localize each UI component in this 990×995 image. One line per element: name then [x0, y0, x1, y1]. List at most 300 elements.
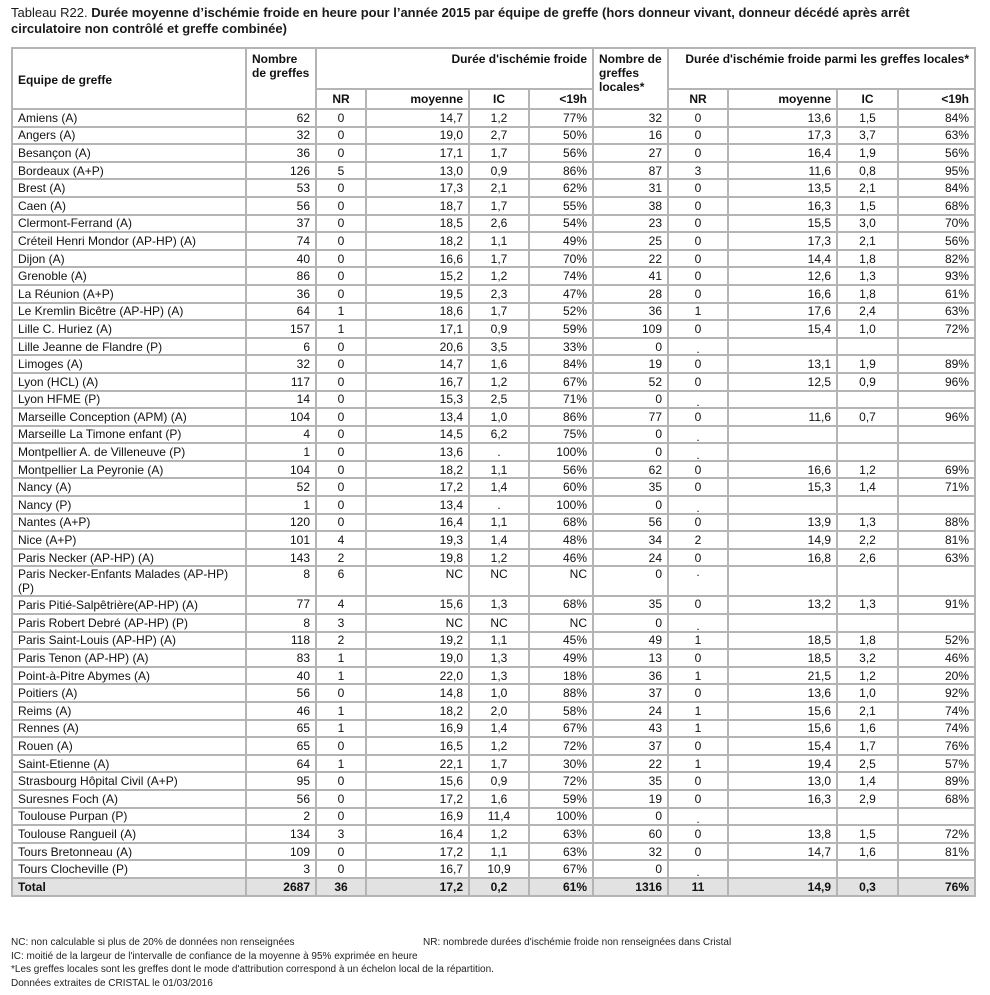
cell-ic-locales: 2,9	[837, 790, 898, 808]
table-row	[12, 755, 975, 773]
cell-ic: 1,7	[469, 755, 529, 773]
cell-ic-locales: 1,8	[837, 285, 898, 303]
cell-nombre-locales: 19	[593, 355, 668, 373]
table-row	[12, 320, 975, 338]
cell-ic: NC	[469, 614, 529, 632]
cell-ic: 1,4	[469, 478, 529, 496]
cell-ic-locales	[837, 808, 898, 826]
cell-nr-locales: .	[668, 496, 728, 514]
cell-lt19h-locales: 63%	[898, 303, 975, 321]
cell-moyenne: NC	[366, 566, 469, 596]
cell-nombre-locales: 22	[593, 755, 668, 773]
cell-lt19h: 30%	[529, 755, 593, 773]
cell-moyenne-locales: 15,6	[728, 702, 837, 720]
cell-lt19h: 46%	[529, 549, 593, 567]
cell-lt19h: 18%	[529, 667, 593, 685]
cell-equipe: Montpellier A. de Villeneuve (P)	[12, 443, 246, 461]
cell-nr: 0	[316, 267, 366, 285]
cell-nr-locales: 0	[668, 684, 728, 702]
cell-nr: 0	[316, 790, 366, 808]
cell-lt19h-locales: 81%	[898, 843, 975, 861]
cell-ic: 2,3	[469, 285, 529, 303]
cell-ic-locales	[837, 443, 898, 461]
cell-nr-locales: 1	[668, 720, 728, 738]
cell-moyenne: 20,6	[366, 338, 469, 356]
cell-equipe: Bordeaux (A+P)	[12, 162, 246, 180]
cell-moyenne-locales: 12,5	[728, 373, 837, 391]
cell-ic: 6,2	[469, 426, 529, 444]
table-row	[12, 514, 975, 532]
subheader-lt19h-locales: <19h	[898, 89, 975, 109]
cell-nr-locales: 0	[668, 355, 728, 373]
cell-nombre: 37	[246, 215, 316, 233]
table-row	[12, 285, 975, 303]
cell-equipe: Paris Robert Debré (AP-HP) (P)	[12, 614, 246, 632]
cell-nombre-locales: 31	[593, 179, 668, 197]
cell-lt19h-locales: 57%	[898, 755, 975, 773]
cell-nr-locales: 0	[668, 144, 728, 162]
cell-nr-locales: 0	[668, 320, 728, 338]
cell-lt19h-locales: 84%	[898, 109, 975, 127]
cell-equipe: Angers (A)	[12, 127, 246, 145]
cell-ic-locales: 2,5	[837, 755, 898, 773]
cell-ic-locales: 1,4	[837, 772, 898, 790]
cell-ic: 1,2	[469, 109, 529, 127]
cell-nombre-locales: 52	[593, 373, 668, 391]
cell-lt19h-locales: 56%	[898, 144, 975, 162]
table-body	[12, 109, 975, 896]
table-row	[12, 549, 975, 567]
cell-ic: 3,5	[469, 338, 529, 356]
cell-moyenne: 17,1	[366, 320, 469, 338]
cell-moyenne: 18,5	[366, 215, 469, 233]
subheader-lt19h: <19h	[529, 89, 593, 109]
cell-nr-locales: .	[668, 443, 728, 461]
cell-nombre: 53	[246, 179, 316, 197]
cell-nombre-locales: 49	[593, 632, 668, 650]
cell-nombre: 109	[246, 843, 316, 861]
cell-nombre-locales: 13	[593, 649, 668, 667]
cell-ic: 0,9	[469, 162, 529, 180]
cell-equipe: Nice (A+P)	[12, 531, 246, 549]
cell-nombre: 64	[246, 303, 316, 321]
cell-ic: .	[469, 496, 529, 514]
cell-lt19h-locales: 74%	[898, 720, 975, 738]
cell-moyenne: 22,0	[366, 667, 469, 685]
cell-nombre: 32	[246, 355, 316, 373]
cell-nombre: 40	[246, 667, 316, 685]
cell-nombre-locales: 0	[593, 443, 668, 461]
cell-moyenne-locales: 15,3	[728, 478, 837, 496]
table-row	[12, 215, 975, 233]
cell-moyenne-locales: 17,3	[728, 232, 837, 250]
cell-ic-locales: 1,7	[837, 737, 898, 755]
cell-lt19h: NC	[529, 566, 593, 596]
cell-nombre-locales: 0	[593, 426, 668, 444]
cell-equipe: Lyon (HCL) (A)	[12, 373, 246, 391]
cell-nr: 2	[316, 632, 366, 650]
cell-equipe: Tours Bretonneau (A)	[12, 843, 246, 861]
subheader-moyenne: moyenne	[366, 89, 469, 109]
cell-lt19h: 56%	[529, 461, 593, 479]
cell-lt19h-locales: 89%	[898, 355, 975, 373]
cell-lt19h-locales: 56%	[898, 232, 975, 250]
cell-equipe: Le Kremlin Bicêtre (AP-HP) (A)	[12, 303, 246, 321]
cell-ic: 11,4	[469, 808, 529, 826]
cell-nr-locales: 2	[668, 531, 728, 549]
cell-nr-locales: 0	[668, 596, 728, 614]
cell-moyenne-locales: 13,1	[728, 355, 837, 373]
table-row	[12, 373, 975, 391]
table-row	[12, 566, 975, 596]
cell-nombre: 4	[246, 426, 316, 444]
cell-nombre-locales: 35	[593, 596, 668, 614]
cell-nombre-locales: 0	[593, 808, 668, 826]
cell-lt19h: 47%	[529, 285, 593, 303]
subheader-moyenne-locales: moyenne	[728, 89, 837, 109]
cell-ic-locales: 1,5	[837, 109, 898, 127]
cell-ic-locales: 1,2	[837, 667, 898, 685]
cell-lt19h-locales: 61%	[898, 285, 975, 303]
cell-nombre: 56	[246, 197, 316, 215]
cell-nr-locales: 0	[668, 215, 728, 233]
cell-ic: 1,6	[469, 355, 529, 373]
table-row	[12, 772, 975, 790]
cell-nr: 0	[316, 109, 366, 127]
cell-nombre: 36	[246, 144, 316, 162]
cell-ic: 0,2	[469, 878, 529, 896]
cell-moyenne: 16,9	[366, 808, 469, 826]
cell-nr: 0	[316, 232, 366, 250]
cell-lt19h-locales	[898, 808, 975, 826]
cell-ic: 1,3	[469, 596, 529, 614]
cell-ic: 2,1	[469, 179, 529, 197]
cell-lt19h-locales	[898, 391, 975, 409]
cell-ic-locales: 1,9	[837, 355, 898, 373]
table-row	[12, 808, 975, 826]
cell-moyenne: 13,4	[366, 496, 469, 514]
footnote-nr: NR: nombrede durées d'ischémie froide non renseignées dans Cristal	[423, 937, 732, 948]
cell-moyenne-locales	[728, 426, 837, 444]
cell-equipe: Point-à-Pitre Abymes (A)	[12, 667, 246, 685]
table-row	[12, 478, 975, 496]
cell-nr: 0	[316, 496, 366, 514]
subheader-nr-locales: NR	[668, 89, 728, 109]
cell-nr: 0	[316, 373, 366, 391]
cell-nombre-locales: 62	[593, 461, 668, 479]
cell-equipe: Paris Necker (AP-HP) (A)	[12, 549, 246, 567]
cell-ic: 0,9	[469, 772, 529, 790]
cell-nombre: 118	[246, 632, 316, 650]
cell-moyenne: 19,8	[366, 549, 469, 567]
footnote-ic: IC: moitié de la largeur de l'intervalle de confiance de la moyenne à 95% exprimée en heure	[11, 950, 418, 962]
cell-nombre-locales: 60	[593, 825, 668, 843]
cell-nombre-locales: 0	[593, 391, 668, 409]
cell-lt19h-locales: 93%	[898, 267, 975, 285]
cell-lt19h: 100%	[529, 443, 593, 461]
cell-nr-locales: 0	[668, 478, 728, 496]
cell-nombre-locales: 0	[593, 614, 668, 632]
cell-nr-locales: 1	[668, 632, 728, 650]
table-row	[12, 127, 975, 145]
table-row	[12, 461, 975, 479]
cell-nombre: 52	[246, 478, 316, 496]
cell-lt19h: 59%	[529, 790, 593, 808]
cell-nr-locales: 1	[668, 755, 728, 773]
cell-lt19h: 67%	[529, 720, 593, 738]
cell-nr: 0	[316, 843, 366, 861]
cell-lt19h: 49%	[529, 649, 593, 667]
cell-lt19h: 100%	[529, 808, 593, 826]
cell-lt19h-locales: 96%	[898, 408, 975, 426]
table-row	[12, 144, 975, 162]
cell-nombre-locales: 35	[593, 478, 668, 496]
cell-moyenne: 17,2	[366, 790, 469, 808]
cell-moyenne-locales: 21,5	[728, 667, 837, 685]
cell-ic-locales: 2,1	[837, 702, 898, 720]
cell-nombre-locales: 36	[593, 303, 668, 321]
cell-nombre: 157	[246, 320, 316, 338]
cell-nr-locales: 0	[668, 649, 728, 667]
cell-ic: 1,1	[469, 632, 529, 650]
cell-equipe: La Réunion (A+P)	[12, 285, 246, 303]
cell-lt19h-locales: 96%	[898, 373, 975, 391]
cell-nombre: 1	[246, 443, 316, 461]
table-row	[12, 426, 975, 444]
cell-nombre: 95	[246, 772, 316, 790]
cell-lt19h-locales: 88%	[898, 514, 975, 532]
cell-ic-locales: 2,6	[837, 549, 898, 567]
cell-equipe: Limoges (A)	[12, 355, 246, 373]
cell-ic-locales: 1,4	[837, 478, 898, 496]
cell-nr: 1	[316, 702, 366, 720]
cell-nombre-locales: 32	[593, 843, 668, 861]
cell-moyenne-locales	[728, 338, 837, 356]
cell-nombre-locales: 41	[593, 267, 668, 285]
cell-moyenne-locales: 13,9	[728, 514, 837, 532]
cell-lt19h: 59%	[529, 320, 593, 338]
header-nombre-locales: Nombre de greffes locales*	[593, 48, 668, 109]
table-row	[12, 531, 975, 549]
cell-moyenne-locales: 15,5	[728, 215, 837, 233]
cell-nr-locales: .	[668, 391, 728, 409]
cell-moyenne: 16,6	[366, 250, 469, 268]
cell-lt19h: 72%	[529, 737, 593, 755]
cell-nr-locales: 0	[668, 250, 728, 268]
cell-nombre: 2	[246, 808, 316, 826]
cell-ic-locales: 0,3	[837, 878, 898, 896]
cell-moyenne-locales	[728, 566, 837, 596]
cell-nombre: 46	[246, 702, 316, 720]
cell-nr: 0	[316, 179, 366, 197]
cell-moyenne: 16,7	[366, 860, 469, 878]
header-equipe: Equipe de greffe	[12, 48, 246, 109]
cell-nr-locales: 0	[668, 267, 728, 285]
table-row	[12, 197, 975, 215]
cell-ic-locales	[837, 338, 898, 356]
cell-nombre: 8	[246, 566, 316, 596]
cell-lt19h-locales: 91%	[898, 596, 975, 614]
cell-nombre: 77	[246, 596, 316, 614]
cell-nr: 1	[316, 667, 366, 685]
cell-ic-locales: 0,8	[837, 162, 898, 180]
cell-ic-locales: 3,0	[837, 215, 898, 233]
cell-ic-locales: 1,2	[837, 461, 898, 479]
cell-lt19h-locales: 84%	[898, 179, 975, 197]
cell-nr: 0	[316, 443, 366, 461]
cell-moyenne: 19,0	[366, 649, 469, 667]
cell-moyenne-locales: 16,3	[728, 197, 837, 215]
cell-ic: 1,0	[469, 408, 529, 426]
cell-nombre: 120	[246, 514, 316, 532]
cell-ic-locales: 2,2	[837, 531, 898, 549]
cell-lt19h: 77%	[529, 109, 593, 127]
table-row	[12, 860, 975, 878]
cell-nombre: 62	[246, 109, 316, 127]
cell-equipe: Nantes (A+P)	[12, 514, 246, 532]
cell-lt19h: 74%	[529, 267, 593, 285]
cell-ic-locales: 2,4	[837, 303, 898, 321]
cell-equipe: Paris Pitié-Salpêtrière(AP-HP) (A)	[12, 596, 246, 614]
cell-nr-locales: .	[668, 808, 728, 826]
cell-equipe: Montpellier La Peyronie (A)	[12, 461, 246, 479]
cell-moyenne: 13,0	[366, 162, 469, 180]
footnote-locales: *Les greffes locales sont les greffes dont le mode d'attribution correspond à un échelon local de la répartition.	[11, 964, 494, 975]
cell-nombre: 36	[246, 285, 316, 303]
cell-nr: 0	[316, 408, 366, 426]
cell-lt19h-locales: 76%	[898, 737, 975, 755]
cell-moyenne-locales: 16,3	[728, 790, 837, 808]
cell-nombre-locales: 37	[593, 737, 668, 755]
cell-lt19h-locales	[898, 426, 975, 444]
cell-nr-locales: 0	[668, 549, 728, 567]
table-row	[12, 790, 975, 808]
cell-lt19h-locales: 63%	[898, 127, 975, 145]
cell-nr: 4	[316, 531, 366, 549]
cell-equipe: Toulouse Rangueil (A)	[12, 825, 246, 843]
table-label: Tableau R22.	[11, 5, 88, 20]
cell-nr-locales: 0	[668, 408, 728, 426]
cell-nombre-locales: 37	[593, 684, 668, 702]
cell-nr: 0	[316, 478, 366, 496]
cell-lt19h: 60%	[529, 478, 593, 496]
cell-nr-locales: .	[668, 338, 728, 356]
cell-lt19h-locales: 63%	[898, 549, 975, 567]
subheader-ic-locales: IC	[837, 89, 898, 109]
cell-nr-locales: 0	[668, 514, 728, 532]
cell-lt19h-locales: 76%	[898, 878, 975, 896]
cell-nombre-locales: 19	[593, 790, 668, 808]
cell-lt19h: 61%	[529, 878, 593, 896]
cell-nombre: 14	[246, 391, 316, 409]
table-row	[12, 843, 975, 861]
cell-nombre: 134	[246, 825, 316, 843]
cell-nr-locales: 3	[668, 162, 728, 180]
cell-moyenne: 14,8	[366, 684, 469, 702]
cell-nombre: 2687	[246, 878, 316, 896]
cell-lt19h-locales	[898, 496, 975, 514]
cell-ic: 1,1	[469, 843, 529, 861]
cell-equipe: Nancy (P)	[12, 496, 246, 514]
table-row	[12, 267, 975, 285]
cell-equipe: Nancy (A)	[12, 478, 246, 496]
cell-ic-locales: 1,0	[837, 320, 898, 338]
subheader-ic: IC	[469, 89, 529, 109]
cell-nr-locales: 1	[668, 667, 728, 685]
cell-lt19h: 63%	[529, 843, 593, 861]
cell-nr-locales: 0	[668, 373, 728, 391]
cell-ic-locales: 0,9	[837, 373, 898, 391]
cell-ic-locales: 1,6	[837, 720, 898, 738]
cell-lt19h: 67%	[529, 860, 593, 878]
cell-moyenne-locales: 13,6	[728, 109, 837, 127]
cell-nombre-locales: 0	[593, 860, 668, 878]
cell-ic: 1,2	[469, 373, 529, 391]
cell-equipe: Paris Tenon (AP-HP) (A)	[12, 649, 246, 667]
cell-moyenne-locales	[728, 614, 837, 632]
table-row	[12, 355, 975, 373]
cell-ic: 1,7	[469, 197, 529, 215]
cell-equipe: Paris Necker-Enfants Malades (AP-HP) (P)	[12, 566, 246, 596]
cell-moyenne-locales: 15,6	[728, 720, 837, 738]
cell-moyenne: 16,9	[366, 720, 469, 738]
cell-equipe: Toulouse Purpan (P)	[12, 808, 246, 826]
cell-lt19h-locales: 72%	[898, 320, 975, 338]
cell-lt19h: 67%	[529, 373, 593, 391]
cell-ic-locales: 1,9	[837, 144, 898, 162]
cell-nr: 2	[316, 549, 366, 567]
cell-ic: NC	[469, 566, 529, 596]
cell-ic-locales: 2,1	[837, 179, 898, 197]
cell-nr: 1	[316, 720, 366, 738]
cell-lt19h: 71%	[529, 391, 593, 409]
cell-moyenne: 13,4	[366, 408, 469, 426]
cell-moyenne: 17,3	[366, 179, 469, 197]
cell-lt19h: 56%	[529, 144, 593, 162]
cell-nr: 4	[316, 596, 366, 614]
cell-moyenne: 15,6	[366, 596, 469, 614]
cell-ic-locales: 0,7	[837, 408, 898, 426]
cell-nombre-locales: 28	[593, 285, 668, 303]
cell-equipe: Dijon (A)	[12, 250, 246, 268]
cell-nr-locales: 0	[668, 127, 728, 145]
cell-ic: 0,9	[469, 320, 529, 338]
cell-ic: 1,4	[469, 720, 529, 738]
cell-equipe: Marseille La Timone enfant (P)	[12, 426, 246, 444]
cell-nombre: 40	[246, 250, 316, 268]
cell-moyenne: 19,3	[366, 531, 469, 549]
cell-lt19h: 86%	[529, 408, 593, 426]
cell-nr-locales: .	[668, 860, 728, 878]
cell-moyenne-locales	[728, 808, 837, 826]
cell-moyenne-locales: 16,6	[728, 461, 837, 479]
cell-nr-locales: 1	[668, 303, 728, 321]
cell-lt19h-locales: 71%	[898, 478, 975, 496]
cell-nr: 3	[316, 825, 366, 843]
cell-ic-locales: 1,3	[837, 267, 898, 285]
cell-lt19h-locales: 81%	[898, 531, 975, 549]
cell-nr: 0	[316, 215, 366, 233]
cell-ic: 1,3	[469, 649, 529, 667]
cell-ic: 1,7	[469, 303, 529, 321]
cell-lt19h-locales	[898, 443, 975, 461]
table-row	[12, 109, 975, 127]
cell-nr-locales: .	[668, 426, 728, 444]
table-row	[12, 179, 975, 197]
cell-lt19h: 75%	[529, 426, 593, 444]
cell-moyenne: 19,2	[366, 632, 469, 650]
cell-nombre-locales: 87	[593, 162, 668, 180]
